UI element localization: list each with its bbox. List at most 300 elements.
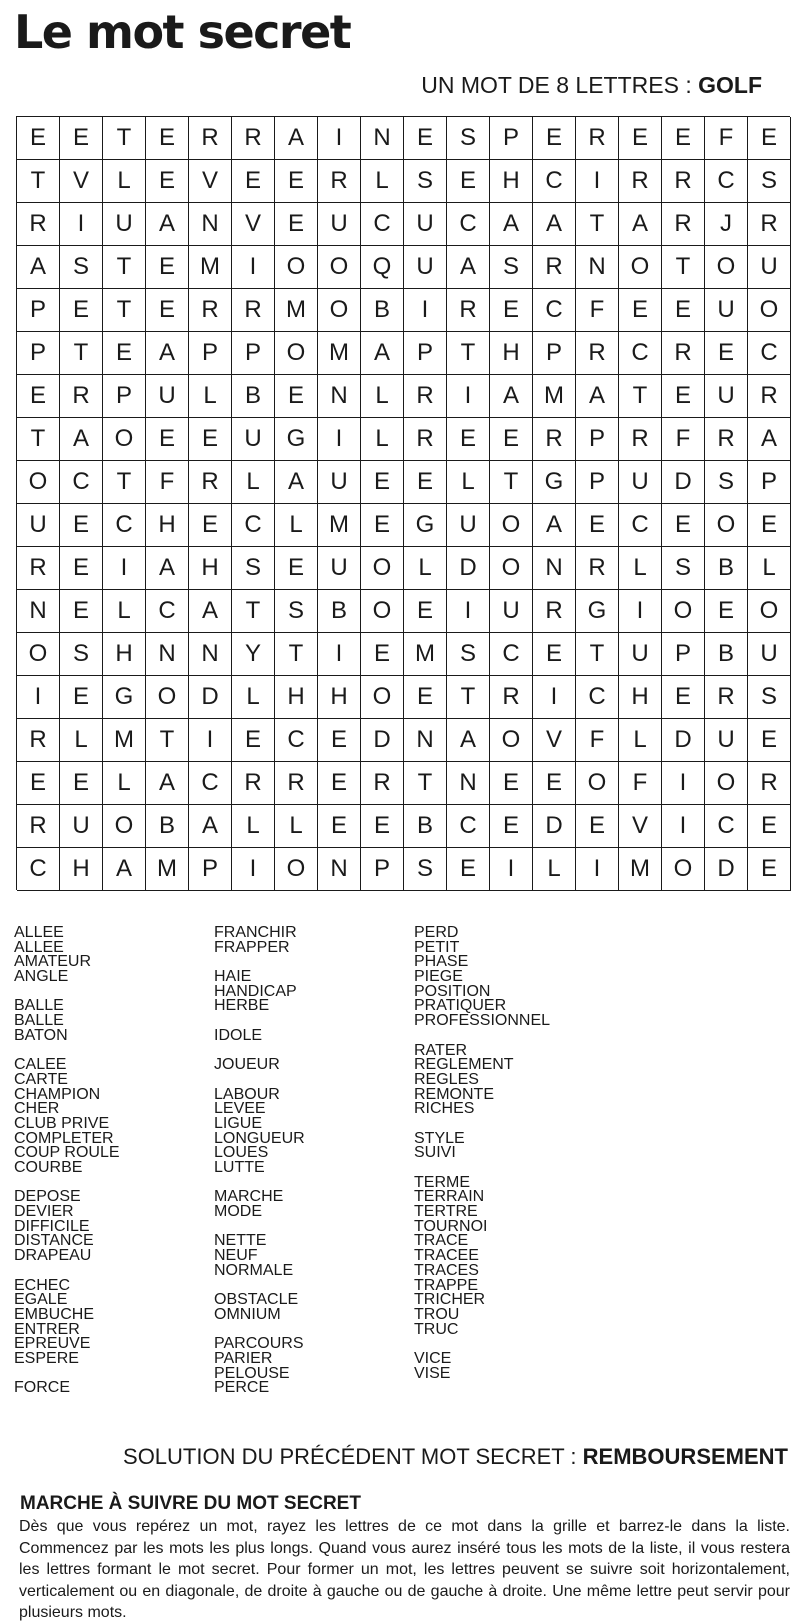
grid-cell[interactable]: E: [103, 332, 146, 375]
grid-cell[interactable]: E: [60, 762, 103, 805]
grid-cell[interactable]: C: [447, 805, 490, 848]
grid-cell[interactable]: L: [60, 719, 103, 762]
grid-cell[interactable]: E: [490, 762, 533, 805]
grid-cell[interactable]: I: [189, 719, 232, 762]
word-list-item[interactable]: IDOLE: [214, 1026, 263, 1044]
grid-cell[interactable]: C: [447, 203, 490, 246]
grid-cell[interactable]: I: [318, 633, 361, 676]
grid-cell[interactable]: L: [447, 461, 490, 504]
grid-cell[interactable]: T: [619, 375, 662, 418]
grid-cell[interactable]: A: [576, 375, 619, 418]
grid-cell[interactable]: N: [189, 203, 232, 246]
grid-cell[interactable]: A: [533, 203, 576, 246]
grid-cell[interactable]: I: [576, 848, 619, 891]
grid-cell[interactable]: R: [705, 676, 748, 719]
grid-cell[interactable]: M: [404, 633, 447, 676]
grid-cell[interactable]: B: [705, 633, 748, 676]
grid-cell[interactable]: S: [447, 117, 490, 160]
grid-cell[interactable]: P: [748, 461, 791, 504]
grid-cell[interactable]: F: [662, 418, 705, 461]
grid-cell[interactable]: L: [103, 590, 146, 633]
word-list-item[interactable]: VICE: [414, 1349, 452, 1367]
grid-cell[interactable]: A: [490, 203, 533, 246]
grid-cell[interactable]: S: [748, 676, 791, 719]
grid-cell[interactable]: U: [404, 203, 447, 246]
word-list-item[interactable]: CLUB PRIVE: [14, 1114, 110, 1132]
word-list-item[interactable]: RICHES: [414, 1100, 475, 1118]
grid-cell[interactable]: O: [361, 590, 404, 633]
grid-cell[interactable]: P: [533, 332, 576, 375]
grid-cell[interactable]: N: [447, 762, 490, 805]
grid-cell[interactable]: M: [318, 504, 361, 547]
grid-cell[interactable]: E: [361, 805, 404, 848]
grid-cell[interactable]: O: [748, 289, 791, 332]
word-list-item[interactable]: PARIER: [214, 1349, 273, 1367]
grid-cell[interactable]: R: [576, 332, 619, 375]
word-list-item[interactable]: BATON: [14, 1026, 68, 1044]
grid-cell[interactable]: E: [705, 332, 748, 375]
grid-cell[interactable]: R: [533, 246, 576, 289]
word-list-item[interactable]: HAIE: [214, 968, 252, 986]
grid-cell[interactable]: O: [17, 633, 60, 676]
grid-cell[interactable]: B: [361, 289, 404, 332]
grid-cell[interactable]: C: [361, 203, 404, 246]
grid-cell[interactable]: U: [705, 289, 748, 332]
grid-cell[interactable]: Q: [361, 246, 404, 289]
grid-cell[interactable]: E: [447, 418, 490, 461]
grid-cell[interactable]: H: [103, 633, 146, 676]
grid-cell[interactable]: R: [17, 719, 60, 762]
grid-cell[interactable]: R: [447, 289, 490, 332]
grid-cell[interactable]: E: [533, 762, 576, 805]
grid-cell[interactable]: B: [404, 805, 447, 848]
word-list-item[interactable]: FRANCHIR: [214, 924, 297, 941]
word-list-item[interactable]: ALLEE: [14, 924, 64, 941]
word-list-item[interactable]: AMATEUR: [14, 953, 92, 971]
grid-cell[interactable]: R: [404, 375, 447, 418]
word-list-item[interactable]: BALLE: [14, 1012, 64, 1030]
grid-cell[interactable]: R: [189, 461, 232, 504]
grid-cell[interactable]: I: [447, 590, 490, 633]
grid-cell[interactable]: O: [662, 848, 705, 891]
word-list-item[interactable]: FRAPPER: [214, 938, 290, 956]
grid-cell[interactable]: C: [705, 805, 748, 848]
grid-cell[interactable]: I: [17, 676, 60, 719]
word-list-item[interactable]: SUIVI: [414, 1144, 456, 1162]
grid-cell[interactable]: D: [447, 547, 490, 590]
grid-cell[interactable]: I: [103, 547, 146, 590]
grid-cell[interactable]: U: [146, 375, 189, 418]
grid-cell[interactable]: O: [576, 762, 619, 805]
word-list-item[interactable]: ESPERE: [14, 1349, 79, 1367]
grid-cell[interactable]: P: [576, 418, 619, 461]
grid-cell[interactable]: H: [490, 332, 533, 375]
grid-cell[interactable]: M: [533, 375, 576, 418]
grid-cell[interactable]: A: [146, 332, 189, 375]
grid-cell[interactable]: L: [275, 805, 318, 848]
word-list-item[interactable]: PROFESSIONNEL: [414, 1012, 551, 1030]
grid-cell[interactable]: A: [146, 203, 189, 246]
grid-cell[interactable]: E: [490, 805, 533, 848]
grid-cell[interactable]: A: [275, 461, 318, 504]
grid-cell[interactable]: L: [361, 418, 404, 461]
grid-cell[interactable]: C: [748, 332, 791, 375]
grid-cell[interactable]: C: [232, 504, 275, 547]
grid-cell[interactable]: P: [490, 117, 533, 160]
grid-cell[interactable]: I: [576, 160, 619, 203]
grid-cell[interactable]: E: [275, 160, 318, 203]
grid-cell[interactable]: E: [404, 117, 447, 160]
grid-cell[interactable]: V: [60, 160, 103, 203]
grid-cell[interactable]: R: [748, 762, 791, 805]
grid-cell[interactable]: U: [103, 203, 146, 246]
word-list-item[interactable]: TERTRE: [414, 1203, 478, 1221]
grid-cell[interactable]: G: [576, 590, 619, 633]
grid-cell[interactable]: P: [232, 332, 275, 375]
grid-cell[interactable]: C: [189, 762, 232, 805]
grid-cell[interactable]: P: [189, 332, 232, 375]
grid-cell[interactable]: E: [662, 676, 705, 719]
grid-cell[interactable]: O: [490, 719, 533, 762]
word-list-item[interactable]: CALEE: [14, 1056, 67, 1074]
grid-cell[interactable]: E: [318, 805, 361, 848]
grid-cell[interactable]: T: [232, 590, 275, 633]
grid-cell[interactable]: I: [404, 289, 447, 332]
word-list-item[interactable]: CHAMPION: [14, 1085, 101, 1103]
word-list-item[interactable]: DISTANCE: [14, 1232, 94, 1250]
grid-cell[interactable]: O: [619, 246, 662, 289]
grid-cell[interactable]: L: [275, 504, 318, 547]
word-list-item[interactable]: LEVEE: [214, 1100, 266, 1118]
grid-cell[interactable]: V: [533, 719, 576, 762]
grid-cell[interactable]: O: [361, 547, 404, 590]
word-list-item[interactable]: LOUES: [214, 1144, 269, 1162]
grid-cell[interactable]: O: [705, 504, 748, 547]
grid-cell[interactable]: E: [17, 375, 60, 418]
grid-cell[interactable]: H: [318, 676, 361, 719]
grid-cell[interactable]: E: [748, 117, 791, 160]
grid-cell[interactable]: T: [17, 418, 60, 461]
word-list-item[interactable]: NETTE: [214, 1232, 267, 1250]
grid-cell[interactable]: P: [17, 289, 60, 332]
grid-cell[interactable]: B: [705, 547, 748, 590]
grid-cell[interactable]: I: [232, 246, 275, 289]
grid-cell[interactable]: S: [447, 633, 490, 676]
grid-cell[interactable]: C: [17, 848, 60, 891]
grid-cell[interactable]: S: [705, 461, 748, 504]
grid-cell[interactable]: J: [705, 203, 748, 246]
grid-cell[interactable]: I: [60, 203, 103, 246]
word-list-item[interactable]: DEPOSE: [14, 1188, 81, 1206]
grid-cell[interactable]: N: [189, 633, 232, 676]
grid-cell[interactable]: O: [705, 246, 748, 289]
grid-cell[interactable]: T: [404, 762, 447, 805]
grid-cell[interactable]: R: [662, 160, 705, 203]
grid-cell[interactable]: E: [17, 117, 60, 160]
grid-cell[interactable]: R: [189, 117, 232, 160]
word-list-item[interactable]: JOUEUR: [214, 1056, 280, 1074]
grid-cell[interactable]: C: [533, 160, 576, 203]
grid-cell[interactable]: R: [232, 117, 275, 160]
grid-cell[interactable]: T: [103, 461, 146, 504]
grid-cell[interactable]: A: [447, 246, 490, 289]
grid-cell[interactable]: V: [232, 203, 275, 246]
grid-cell[interactable]: R: [275, 762, 318, 805]
grid-cell[interactable]: M: [189, 246, 232, 289]
word-list-item[interactable]: PARCOURS: [214, 1335, 304, 1353]
grid-cell[interactable]: U: [619, 461, 662, 504]
grid-cell[interactable]: I: [447, 375, 490, 418]
grid-cell[interactable]: U: [748, 246, 791, 289]
grid-cell[interactable]: D: [662, 719, 705, 762]
grid-cell[interactable]: E: [146, 289, 189, 332]
grid-cell[interactable]: O: [361, 676, 404, 719]
word-list-item[interactable]: TRICHER: [414, 1291, 486, 1309]
grid-cell[interactable]: A: [189, 805, 232, 848]
grid-cell[interactable]: R: [576, 117, 619, 160]
grid-cell[interactable]: N: [146, 633, 189, 676]
grid-cell[interactable]: E: [60, 547, 103, 590]
grid-cell[interactable]: E: [404, 461, 447, 504]
grid-cell[interactable]: U: [60, 805, 103, 848]
word-list-item[interactable]: PELOUSE: [214, 1364, 290, 1382]
grid-cell[interactable]: P: [17, 332, 60, 375]
grid-cell[interactable]: O: [490, 504, 533, 547]
grid-cell[interactable]: S: [275, 590, 318, 633]
word-list-item[interactable]: RATER: [414, 1041, 468, 1059]
grid-cell[interactable]: E: [60, 117, 103, 160]
word-list-item[interactable]: FORCE: [14, 1379, 70, 1397]
grid-cell[interactable]: S: [60, 633, 103, 676]
grid-cell[interactable]: A: [60, 418, 103, 461]
grid-cell[interactable]: C: [619, 504, 662, 547]
grid-cell[interactable]: I: [318, 117, 361, 160]
grid-cell[interactable]: E: [318, 762, 361, 805]
word-list-item[interactable]: ALLEE: [14, 938, 64, 956]
grid-cell[interactable]: E: [748, 805, 791, 848]
grid-cell[interactable]: R: [17, 547, 60, 590]
grid-cell[interactable]: L: [232, 461, 275, 504]
grid-cell[interactable]: R: [232, 762, 275, 805]
grid-cell[interactable]: R: [533, 418, 576, 461]
grid-cell[interactable]: O: [748, 590, 791, 633]
grid-cell[interactable]: S: [60, 246, 103, 289]
grid-cell[interactable]: F: [705, 117, 748, 160]
grid-cell[interactable]: E: [662, 289, 705, 332]
grid-cell[interactable]: L: [189, 375, 232, 418]
grid-cell[interactable]: H: [490, 160, 533, 203]
word-list-item[interactable]: VISE: [414, 1364, 451, 1382]
grid-cell[interactable]: C: [60, 461, 103, 504]
word-list-item[interactable]: LABOUR: [214, 1085, 280, 1103]
grid-cell[interactable]: R: [748, 375, 791, 418]
grid-cell[interactable]: E: [60, 504, 103, 547]
grid-cell[interactable]: I: [533, 676, 576, 719]
word-list-item[interactable]: PETIT: [414, 938, 460, 956]
grid-cell[interactable]: E: [60, 676, 103, 719]
word-list-item[interactable]: TOURNOI: [414, 1217, 488, 1235]
grid-cell[interactable]: O: [275, 848, 318, 891]
grid-cell[interactable]: C: [576, 676, 619, 719]
grid-cell[interactable]: E: [447, 848, 490, 891]
grid-cell[interactable]: C: [146, 590, 189, 633]
grid-cell[interactable]: E: [17, 762, 60, 805]
grid-cell[interactable]: H: [619, 676, 662, 719]
grid-cell[interactable]: R: [60, 375, 103, 418]
grid-cell[interactable]: E: [404, 676, 447, 719]
grid-cell[interactable]: R: [318, 160, 361, 203]
grid-cell[interactable]: E: [232, 719, 275, 762]
grid-cell[interactable]: E: [146, 117, 189, 160]
grid-cell[interactable]: Y: [232, 633, 275, 676]
word-list-item[interactable]: POSITION: [414, 982, 491, 1000]
grid-cell[interactable]: C: [103, 504, 146, 547]
grid-cell[interactable]: L: [103, 160, 146, 203]
grid-cell[interactable]: F: [619, 762, 662, 805]
grid-cell[interactable]: A: [146, 762, 189, 805]
grid-cell[interactable]: U: [17, 504, 60, 547]
grid-cell[interactable]: U: [619, 633, 662, 676]
grid-cell[interactable]: M: [318, 332, 361, 375]
grid-cell[interactable]: T: [490, 461, 533, 504]
word-list-item[interactable]: LONGUEUR: [214, 1129, 305, 1147]
grid-cell[interactable]: S: [748, 160, 791, 203]
word-list-item[interactable]: DRAPEAU: [14, 1247, 92, 1265]
grid-cell[interactable]: G: [404, 504, 447, 547]
grid-cell[interactable]: O: [490, 547, 533, 590]
grid-cell[interactable]: L: [619, 719, 662, 762]
grid-cell[interactable]: O: [662, 590, 705, 633]
word-list-item[interactable]: TRACE: [414, 1232, 469, 1250]
grid-cell[interactable]: T: [576, 633, 619, 676]
grid-cell[interactable]: I: [662, 762, 705, 805]
grid-cell[interactable]: L: [619, 547, 662, 590]
grid-cell[interactable]: A: [490, 375, 533, 418]
grid-cell[interactable]: E: [318, 719, 361, 762]
grid-cell[interactable]: T: [103, 117, 146, 160]
grid-cell[interactable]: E: [705, 590, 748, 633]
grid-cell[interactable]: R: [404, 418, 447, 461]
grid-cell[interactable]: E: [146, 160, 189, 203]
word-list-item[interactable]: OBSTACLE: [214, 1291, 299, 1309]
grid-cell[interactable]: E: [748, 719, 791, 762]
grid-cell[interactable]: U: [318, 547, 361, 590]
grid-cell[interactable]: E: [576, 504, 619, 547]
word-list-item[interactable]: CARTE: [14, 1070, 68, 1088]
word-list-item[interactable]: LUTTE: [214, 1159, 265, 1176]
grid-cell[interactable]: R: [189, 289, 232, 332]
grid-cell[interactable]: M: [103, 719, 146, 762]
grid-cell[interactable]: O: [103, 805, 146, 848]
grid-cell[interactable]: O: [275, 332, 318, 375]
word-list-item[interactable]: TRUC: [414, 1320, 459, 1338]
grid-cell[interactable]: A: [103, 848, 146, 891]
grid-cell[interactable]: R: [232, 289, 275, 332]
grid-cell[interactable]: O: [705, 762, 748, 805]
grid-cell[interactable]: M: [275, 289, 318, 332]
word-list-item[interactable]: EMBUCHE: [14, 1305, 95, 1323]
letter-grid[interactable]: [16, 116, 790, 890]
word-list-item[interactable]: HERBE: [214, 997, 270, 1015]
grid-cell[interactable]: L: [232, 805, 275, 848]
grid-cell[interactable]: L: [361, 160, 404, 203]
grid-cell[interactable]: N: [361, 117, 404, 160]
grid-cell[interactable]: U: [490, 590, 533, 633]
word-list-item[interactable]: TROU: [414, 1305, 460, 1323]
grid-cell[interactable]: T: [17, 160, 60, 203]
word-list-item[interactable]: REMONTE: [414, 1085, 494, 1103]
grid-cell[interactable]: A: [748, 418, 791, 461]
grid-cell[interactable]: L: [533, 848, 576, 891]
grid-cell[interactable]: E: [189, 504, 232, 547]
grid-cell[interactable]: E: [60, 590, 103, 633]
grid-cell[interactable]: E: [146, 246, 189, 289]
grid-cell[interactable]: E: [232, 160, 275, 203]
grid-cell[interactable]: T: [103, 246, 146, 289]
grid-cell[interactable]: S: [662, 547, 705, 590]
grid-cell[interactable]: N: [318, 375, 361, 418]
word-list-item[interactable]: EGALE: [14, 1291, 68, 1309]
grid-cell[interactable]: R: [748, 203, 791, 246]
grid-cell[interactable]: E: [662, 375, 705, 418]
grid-cell[interactable]: E: [447, 160, 490, 203]
grid-cell[interactable]: V: [619, 805, 662, 848]
grid-cell[interactable]: D: [662, 461, 705, 504]
grid-cell[interactable]: G: [533, 461, 576, 504]
grid-cell[interactable]: H: [146, 504, 189, 547]
grid-cell[interactable]: L: [361, 375, 404, 418]
word-list-item[interactable]: DEVIER: [14, 1203, 74, 1221]
grid-cell[interactable]: I: [490, 848, 533, 891]
grid-cell[interactable]: R: [17, 805, 60, 848]
grid-cell[interactable]: A: [275, 117, 318, 160]
word-list-item[interactable]: STYLE: [414, 1129, 465, 1147]
word-list-item[interactable]: REGLEMENT: [414, 1056, 514, 1074]
grid-cell[interactable]: U: [318, 203, 361, 246]
grid-cell[interactable]: H: [60, 848, 103, 891]
grid-cell[interactable]: E: [619, 117, 662, 160]
word-list-item[interactable]: TERRAIN: [414, 1188, 485, 1206]
grid-cell[interactable]: N: [533, 547, 576, 590]
grid-cell[interactable]: E: [275, 203, 318, 246]
word-list-item[interactable]: PRATIQUER: [414, 997, 507, 1015]
grid-cell[interactable]: E: [662, 504, 705, 547]
grid-cell[interactable]: F: [576, 719, 619, 762]
grid-cell[interactable]: E: [189, 418, 232, 461]
grid-cell[interactable]: U: [748, 633, 791, 676]
word-list-item[interactable]: TRAPPE: [414, 1276, 479, 1294]
grid-cell[interactable]: U: [318, 461, 361, 504]
grid-cell[interactable]: S: [490, 246, 533, 289]
word-list-item[interactable]: TERME: [414, 1173, 470, 1191]
grid-cell[interactable]: T: [103, 289, 146, 332]
grid-cell[interactable]: P: [103, 375, 146, 418]
grid-cell[interactable]: D: [533, 805, 576, 848]
grid-cell[interactable]: E: [275, 375, 318, 418]
grid-cell[interactable]: R: [490, 676, 533, 719]
grid-cell[interactable]: A: [17, 246, 60, 289]
grid-cell[interactable]: L: [103, 762, 146, 805]
grid-cell[interactable]: O: [318, 289, 361, 332]
grid-cell[interactable]: R: [533, 590, 576, 633]
grid-cell[interactable]: H: [189, 547, 232, 590]
grid-cell[interactable]: E: [748, 504, 791, 547]
grid-cell[interactable]: L: [232, 676, 275, 719]
grid-cell[interactable]: O: [318, 246, 361, 289]
grid-cell[interactable]: E: [490, 418, 533, 461]
grid-cell[interactable]: I: [662, 805, 705, 848]
grid-cell[interactable]: E: [490, 289, 533, 332]
